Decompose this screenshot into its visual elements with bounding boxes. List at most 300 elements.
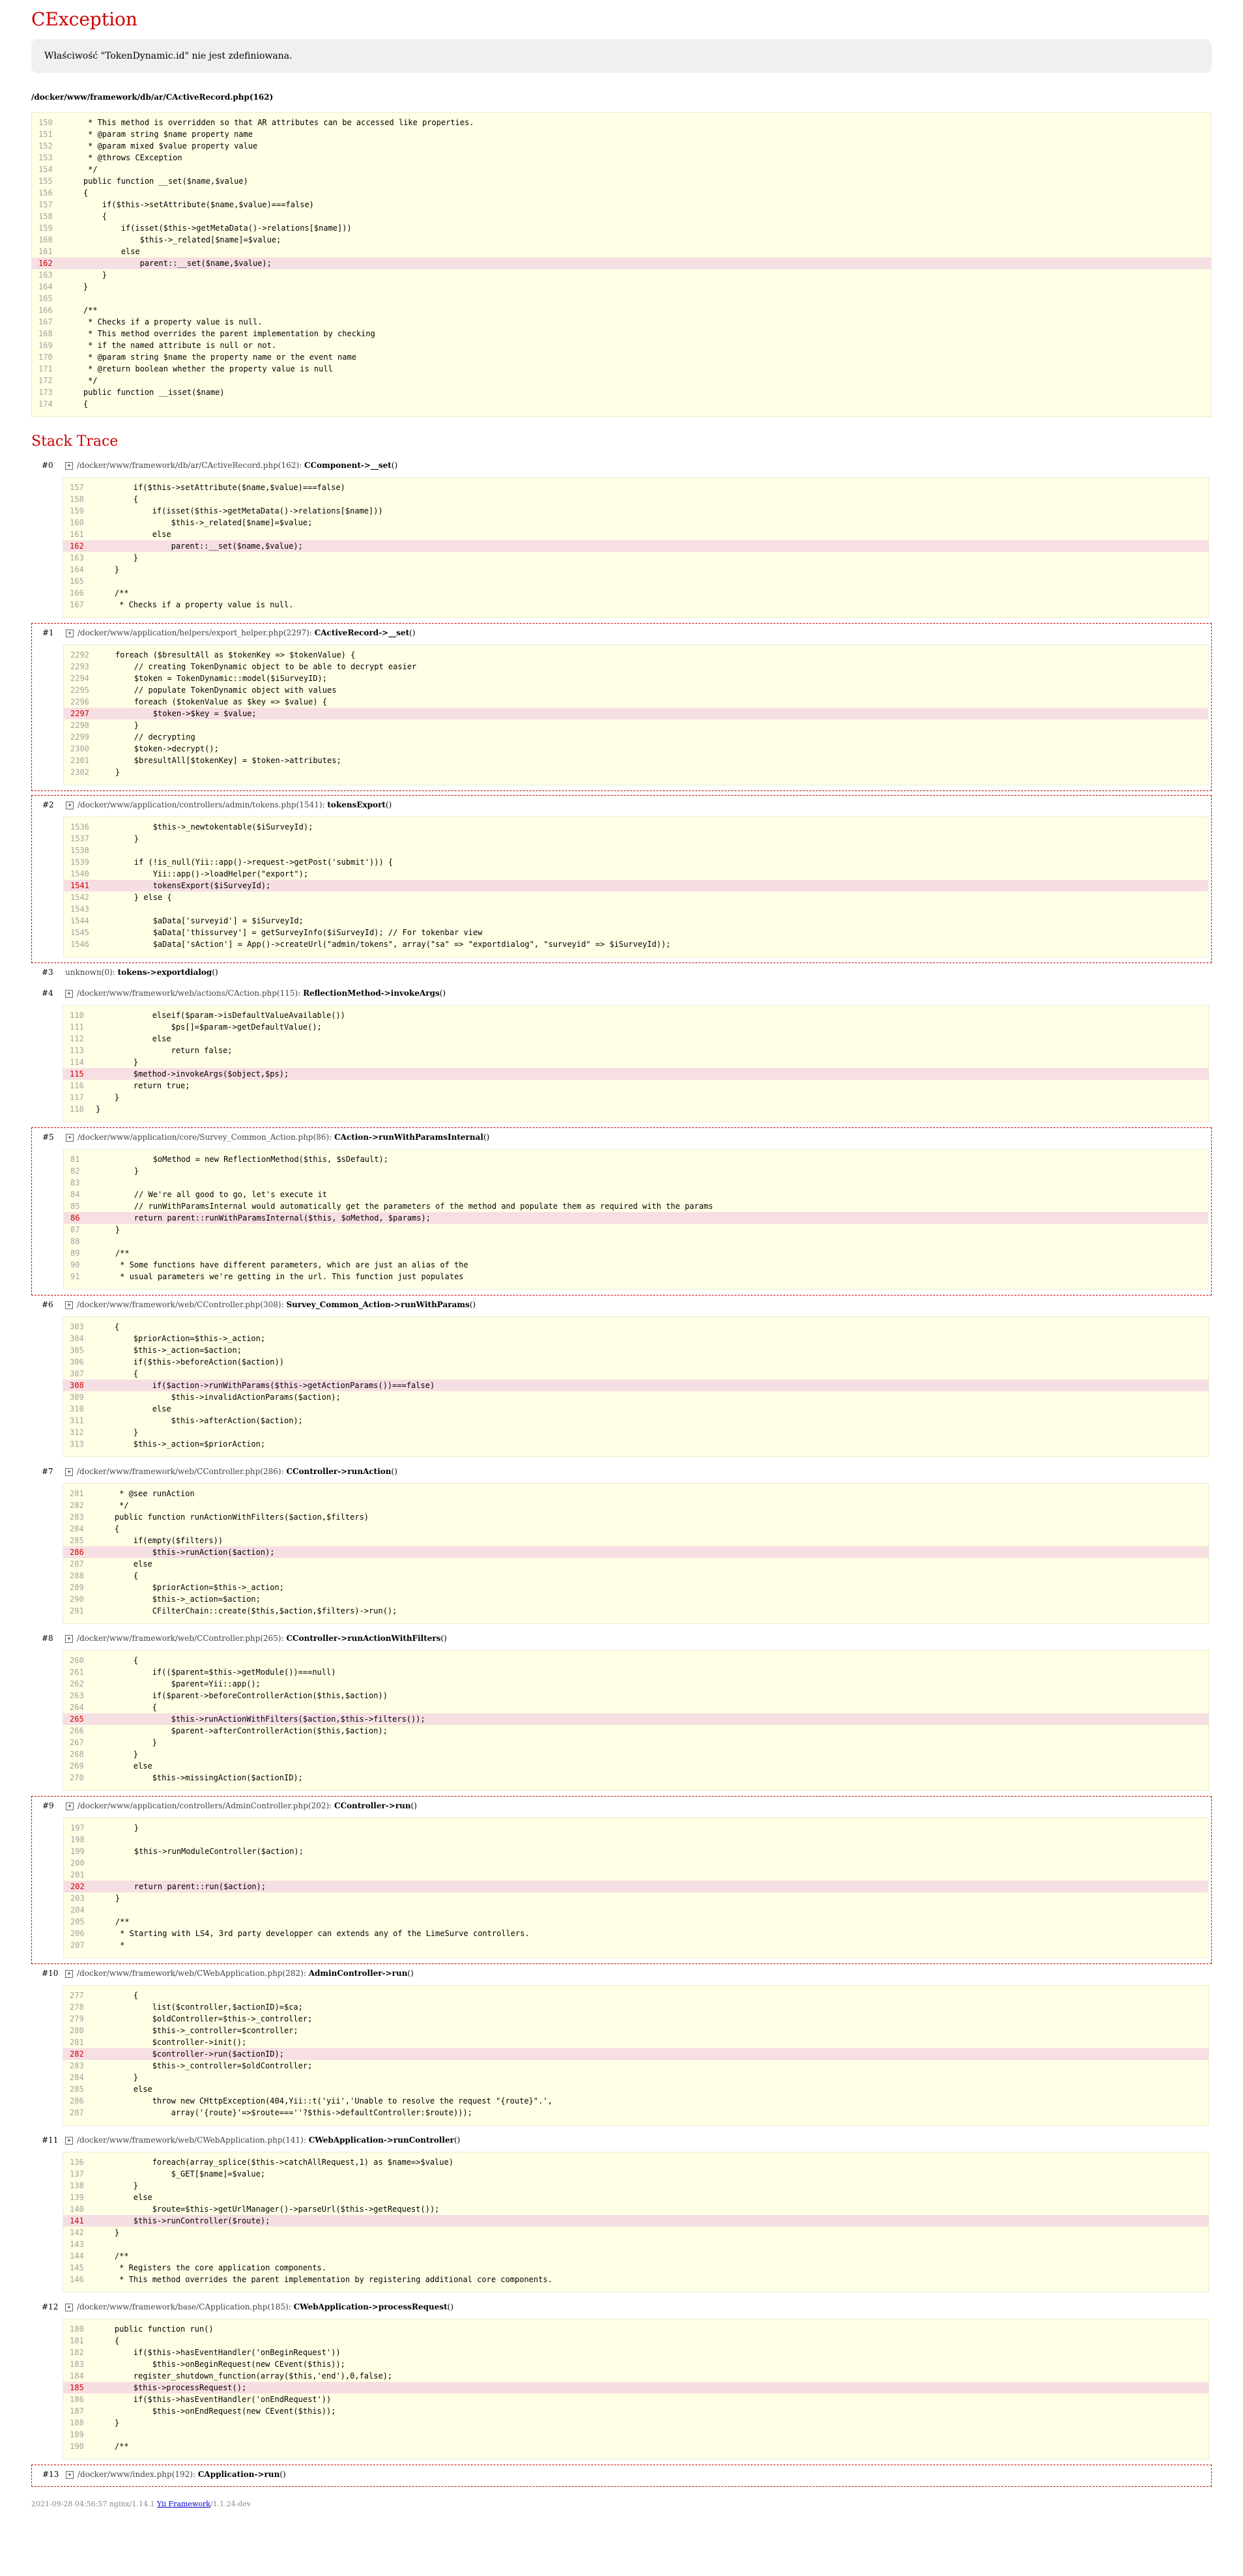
line-number: 139 <box>70 2193 84 2202</box>
code-text: $method->invokeArgs($object,$ps); <box>96 1069 289 1078</box>
code-text: } <box>96 1058 139 1067</box>
code-text: foreach ($bresultAll as $tokenKey => $tokenValue) { <box>96 650 356 659</box>
code-text: * @param string $name the property name or the event name <box>64 353 356 362</box>
code-text: * This method overrides the parent implementation by checking <box>64 329 375 338</box>
source-code-block <box>31 112 1212 417</box>
line-number: 162 <box>38 259 53 268</box>
line-number: 1541 <box>70 881 89 890</box>
stack-frame-header[interactable] <box>32 624 1211 642</box>
code-text: $this->afterAction($action); <box>96 1416 303 1425</box>
line-number: 286 <box>70 1548 84 1557</box>
frame-args: () <box>439 989 446 998</box>
frame-args: () <box>453 2135 461 2145</box>
line-number: 1543 <box>70 904 89 914</box>
code-text: } <box>64 282 89 291</box>
line-number: 2299 <box>70 732 89 742</box>
code-text: } <box>96 2181 139 2190</box>
expand-toggle-icon[interactable]: + <box>66 1134 74 1142</box>
code-text: /** <box>96 1249 130 1258</box>
line-number: 181 <box>70 2336 84 2345</box>
frame-code-block <box>63 1316 1209 1457</box>
line-number: 166 <box>70 588 84 598</box>
frame-call: CWebApplication->runController <box>308 2135 454 2145</box>
line-number: 116 <box>70 1081 84 1090</box>
code-line <box>32 281 1211 293</box>
code-text: { <box>64 188 89 197</box>
code-text: } <box>96 1093 120 1102</box>
line-number: 2295 <box>70 686 89 695</box>
line-number: 184 <box>70 2371 84 2381</box>
code-text: public function __set($name,$value) <box>64 177 248 186</box>
code-line <box>64 719 1208 731</box>
code-text: return false; <box>96 1046 233 1055</box>
code-text: if($this->hasEventHandler('onEndRequest')) <box>96 2395 332 2404</box>
code-text: } <box>96 2228 120 2237</box>
stack-frame <box>31 1462 1212 1624</box>
code-line <box>64 868 1208 880</box>
frame-file-path: /docker/www/framework/db/ar/CActiveRecord.php(162): <box>77 461 302 470</box>
line-number: 163 <box>70 553 84 562</box>
line-number: 205 <box>70 1917 85 1926</box>
line-number: 284 <box>70 1524 84 1533</box>
code-text: { <box>96 1322 120 1331</box>
stack-frame <box>31 1629 1212 1791</box>
code-line <box>64 1177 1208 1189</box>
stack-frame <box>31 1964 1212 2126</box>
line-number: 165 <box>70 577 84 586</box>
line-number: 113 <box>70 1046 84 1055</box>
code-text: } else { <box>96 893 172 902</box>
expand-toggle-icon[interactable]: + <box>65 462 73 470</box>
frame-code-block <box>63 477 1209 618</box>
expand-toggle-icon[interactable]: + <box>66 630 74 637</box>
stack-frame-header[interactable] <box>31 456 1212 474</box>
code-line <box>63 1356 1208 1368</box>
line-number: 167 <box>70 600 84 609</box>
line-number: 1537 <box>70 834 89 843</box>
expand-toggle-icon[interactable]: + <box>65 990 73 998</box>
stack-frame <box>31 2298 1212 2459</box>
line-number: 87 <box>70 1225 80 1234</box>
code-line <box>32 304 1211 316</box>
expand-toggle-icon[interactable]: + <box>65 1970 73 1978</box>
code-line <box>32 293 1211 304</box>
code-text: } <box>96 2073 139 2082</box>
frame-index: #11 <box>42 2135 59 2145</box>
code-line <box>63 2250 1208 2262</box>
expand-toggle-icon[interactable]: + <box>65 2304 73 2311</box>
code-line <box>64 845 1208 856</box>
stack-frame-header[interactable] <box>31 963 1212 981</box>
line-number: 313 <box>70 1440 84 1449</box>
code-text: { <box>96 1369 139 1378</box>
line-number: 164 <box>70 565 84 574</box>
code-text: if($action->runWithParams($this->getActionParams())===false) <box>96 1381 435 1390</box>
code-line <box>63 1344 1208 1356</box>
line-number: 204 <box>70 1905 85 1915</box>
frame-file-path: /docker/www/framework/web/CWebApplication.php(141): <box>77 2135 306 2145</box>
line-number: 111 <box>70 1022 84 1032</box>
line-number: 112 <box>70 1034 84 1043</box>
code-line <box>63 493 1208 505</box>
code-text: * if the named attribute is null or not. <box>64 341 277 350</box>
code-text: Yii::app()->loadHelper("export"); <box>96 869 309 878</box>
code-line <box>63 587 1208 599</box>
line-number: 308 <box>70 1381 84 1390</box>
code-text: // We're all good to go, let's execute it <box>96 1190 328 1199</box>
line-number: 143 <box>70 2240 84 2249</box>
frame-code-block <box>63 1005 1209 1122</box>
line-number: 117 <box>70 1093 84 1102</box>
expand-toggle-icon[interactable]: + <box>66 2471 74 2479</box>
line-number: 1544 <box>70 916 89 925</box>
code-text: else <box>96 530 171 539</box>
code-line <box>64 1247 1208 1259</box>
frame-call: Survey_Common_Action->runWithParams <box>286 1300 470 1309</box>
code-line <box>63 1558 1208 1570</box>
code-text: if($this->hasEventHandler('onBeginRequest')) <box>96 2348 341 2357</box>
code-line <box>64 1939 1208 1951</box>
line-number: 161 <box>70 530 84 539</box>
stack-frame <box>31 963 1212 984</box>
code-text: $parent->afterControllerAction($this,$action); <box>96 1726 388 1735</box>
line-number: 291 <box>70 1606 84 1615</box>
line-number: 2298 <box>70 721 89 730</box>
code-line <box>63 1737 1208 1748</box>
stack-frame <box>31 1796 1212 1964</box>
line-number: 86 <box>70 1213 80 1223</box>
error-code-line <box>63 1380 1208 1391</box>
code-line <box>64 1189 1208 1200</box>
line-number: 1536 <box>70 822 89 832</box>
yii-framework-link[interactable]: Yii Framework <box>156 2500 210 2508</box>
line-number: 207 <box>70 1941 85 1950</box>
code-line <box>32 222 1211 234</box>
line-number: 268 <box>70 1750 84 1759</box>
frame-args: () <box>469 1300 476 1309</box>
stack-frame-header[interactable] <box>31 1295 1212 1314</box>
expand-toggle-icon[interactable]: + <box>65 1468 73 1476</box>
stack-frame-header[interactable] <box>31 1462 1212 1481</box>
frame-args: () <box>440 1634 447 1643</box>
code-line <box>64 755 1208 766</box>
code-line <box>63 1045 1208 1056</box>
code-text: else <box>96 1404 171 1413</box>
code-line <box>64 731 1208 743</box>
code-text: { <box>96 1703 157 1712</box>
code-line <box>63 1321 1208 1333</box>
source-file-path: /docker/www/framework/db/ar/CActiveRecord.php(162) <box>31 93 274 102</box>
stack-frame-header[interactable] <box>32 1128 1211 1146</box>
code-text: return parent::runWithParamsInternal($this, $oMethod, $params); <box>96 1213 431 1223</box>
line-number: 153 <box>38 153 53 162</box>
expand-toggle-icon[interactable]: + <box>66 1802 74 1810</box>
code-text: if(empty($filters)) <box>96 1536 223 1545</box>
code-text: $this->onBeginRequest(new CEvent($this)); <box>96 2360 345 2369</box>
code-line <box>63 1701 1208 1713</box>
line-number: 286 <box>70 2096 84 2106</box>
line-number: 188 <box>70 2418 84 2427</box>
stack-frame-header[interactable] <box>31 2131 1212 2149</box>
code-line <box>63 2072 1208 2083</box>
frame-file-path: /docker/www/framework/web/actions/CAction.php(115): <box>77 989 301 998</box>
code-line <box>63 2440 1208 2452</box>
frame-file-path: /docker/www/framework/web/CController.php(308): <box>77 1300 284 1309</box>
code-line <box>64 1892 1208 1904</box>
frame-code-block <box>63 1650 1209 1791</box>
line-number: 157 <box>38 200 53 209</box>
code-line <box>64 1857 1208 1869</box>
code-text: $parent=Yii::app(); <box>96 1679 261 1688</box>
code-line <box>63 2227 1208 2238</box>
code-line <box>63 482 1208 493</box>
code-text: // runWithParamsInternal would automatically get the parameters of the method and populate them as required with the params <box>96 1202 713 1211</box>
code-line <box>32 140 1211 152</box>
code-line <box>32 164 1211 175</box>
line-number: 260 <box>70 1656 84 1665</box>
code-line <box>63 1021 1208 1033</box>
code-text: $this->_controller=$controller; <box>96 2026 298 2035</box>
line-number: 285 <box>70 1536 84 1545</box>
code-line <box>32 117 1211 128</box>
stack-frame <box>31 795 1212 963</box>
code-text: * @throws CException <box>64 153 182 162</box>
code-text: /** <box>96 2251 129 2261</box>
code-line <box>32 210 1211 222</box>
stack-frame-header[interactable] <box>32 796 1211 814</box>
error-code-line <box>63 1068 1208 1080</box>
stack-frame <box>31 2465 1212 2487</box>
code-text: if($parent->beforeControllerAction($this,$action)) <box>96 1691 388 1700</box>
code-text: /** <box>96 2442 129 2451</box>
expand-toggle-icon[interactable]: + <box>66 802 74 809</box>
code-text: */ <box>96 1501 129 1510</box>
code-line <box>63 2060 1208 2072</box>
code-text: { <box>64 212 107 221</box>
code-text: /** <box>96 588 129 598</box>
code-line <box>63 2180 1208 2192</box>
code-text: foreach(array_splice($this->catchAllRequest,1) as $name=>$value) <box>96 2158 454 2167</box>
line-number: 169 <box>38 341 53 350</box>
line-number: 283 <box>70 2061 84 2070</box>
line-number: 267 <box>70 1738 84 1747</box>
code-line <box>32 340 1211 351</box>
line-number: 2301 <box>70 756 89 765</box>
code-text: $priorAction=$this->_action; <box>96 1583 284 1592</box>
line-number: 170 <box>38 353 53 362</box>
code-text: { <box>96 2336 120 2345</box>
frame-call: ReflectionMethod->invokeArgs <box>303 989 440 998</box>
code-line <box>64 1928 1208 1939</box>
line-number: 2292 <box>70 650 89 659</box>
code-line <box>64 1259 1208 1271</box>
frame-args: () <box>410 1801 417 1810</box>
code-line <box>32 398 1211 410</box>
error-code-line <box>63 2048 1208 2060</box>
line-number: 88 <box>70 1237 80 1246</box>
code-text: return parent::run($action); <box>96 1882 266 1891</box>
line-number: 305 <box>70 1346 84 1355</box>
stack-frame-header[interactable] <box>32 1797 1211 1815</box>
code-text: * @return boolean whether the property value is null <box>64 364 333 373</box>
expand-toggle-icon[interactable]: + <box>65 1301 73 1309</box>
code-text: $this->runController($route); <box>96 2216 270 2225</box>
code-line <box>63 2192 1208 2203</box>
code-line <box>32 175 1211 187</box>
line-number: 84 <box>70 1190 80 1199</box>
stack-frame-header[interactable] <box>31 1629 1212 1647</box>
line-number: 151 <box>38 130 53 139</box>
line-number: 138 <box>70 2181 84 2190</box>
code-line <box>32 199 1211 210</box>
code-text: $this->processRequest(); <box>96 2383 247 2392</box>
frame-file-path: /docker/www/framework/base/CApplication.php(185): <box>77 2302 291 2311</box>
code-text: // populate TokenDynamic object with values <box>96 686 337 695</box>
frame-code-block <box>63 1149 1208 1290</box>
footer <box>31 2498 1212 2510</box>
code-line <box>64 1271 1208 1282</box>
code-line <box>64 1845 1208 1857</box>
code-line <box>63 2358 1208 2370</box>
code-text: array('{route}'=>$route===''?$this->defaultController:$route))); <box>96 2108 472 2117</box>
code-line <box>63 1678 1208 1690</box>
frame-call: tokens->exportdialog <box>117 968 212 977</box>
code-line <box>64 1916 1208 1928</box>
frame-args: () <box>447 2302 454 2311</box>
code-line <box>63 1593 1208 1605</box>
code-line <box>63 2347 1208 2358</box>
frame-index: #8 <box>42 1634 53 1643</box>
line-number: 160 <box>38 235 53 244</box>
code-text: else <box>64 247 140 256</box>
line-number: 270 <box>70 1773 84 1782</box>
line-number: 141 <box>70 2216 84 2225</box>
expand-toggle-icon[interactable]: + <box>65 1635 73 1643</box>
code-line <box>64 821 1208 833</box>
line-number: 304 <box>70 1334 84 1343</box>
code-line <box>32 187 1211 199</box>
line-number: 172 <box>38 376 53 385</box>
code-line <box>63 1033 1208 1045</box>
code-line <box>63 2429 1208 2440</box>
code-text: foreach ($tokenValue as $key => $value) { <box>96 697 328 706</box>
code-line <box>63 2238 1208 2250</box>
code-line <box>63 1570 1208 1582</box>
frame-call: CController->runActionWithFilters <box>286 1634 441 1643</box>
code-line <box>63 2156 1208 2168</box>
code-line <box>63 1990 1208 2001</box>
error-code-line <box>64 1212 1208 1224</box>
frame-index: #13 <box>42 2470 59 2479</box>
frame-code-block <box>63 2152 1209 2293</box>
code-line <box>64 766 1208 778</box>
error-code-line <box>63 540 1208 552</box>
code-line <box>64 649 1208 661</box>
frame-code-block <box>63 1483 1209 1624</box>
stack-frame <box>31 2131 1212 2293</box>
code-text: public function run() <box>96 2324 214 2334</box>
line-number: 306 <box>70 1357 84 1367</box>
code-line <box>63 2335 1208 2347</box>
error-code-line <box>63 2215 1208 2227</box>
footer-text: 2021-09-28 04:56:57 nginx/1.14.1 <box>31 2500 157 2508</box>
code-text: } <box>96 1225 121 1234</box>
code-line <box>32 234 1211 246</box>
line-number: 279 <box>70 2014 84 2023</box>
line-number: 312 <box>70 1428 84 1437</box>
code-text: * usual parameters we're getting in the url. This function just populates <box>96 1272 464 1281</box>
line-number: 110 <box>70 1011 84 1020</box>
code-text: tokensExport($iSurveyId); <box>96 881 271 890</box>
line-number: 203 <box>70 1894 85 1903</box>
stack-frame-header[interactable] <box>31 984 1212 1002</box>
line-number: 200 <box>70 1859 85 1868</box>
code-line <box>63 1655 1208 1666</box>
line-number: 263 <box>70 1691 84 1700</box>
code-line <box>63 1103 1208 1115</box>
frame-index: #1 <box>42 628 54 637</box>
code-line <box>64 1165 1208 1177</box>
line-number: 171 <box>38 364 53 373</box>
line-number: 2302 <box>70 768 89 777</box>
code-line <box>63 2394 1208 2405</box>
line-number: 159 <box>38 224 53 233</box>
code-text: else <box>96 1761 152 1771</box>
code-line <box>63 505 1208 517</box>
code-text: parent::__set($name,$value); <box>96 542 303 551</box>
frame-file-path: /docker/www/application/controllers/AdminController.php(202): <box>78 1801 332 1810</box>
code-line <box>63 2107 1208 2119</box>
code-text: $token->$key = $value; <box>96 709 257 718</box>
code-text: $this->missingAction($actionID); <box>96 1773 303 1782</box>
stack-frame-header[interactable] <box>31 1964 1212 1982</box>
line-number: 140 <box>70 2205 84 2214</box>
code-text: $oMethod = new ReflectionMethod($this, $sDefault); <box>96 1155 388 1164</box>
line-number: 303 <box>70 1322 84 1331</box>
error-code-line <box>63 1713 1208 1725</box>
code-line <box>64 927 1208 938</box>
stack-frame-header[interactable] <box>31 2298 1212 2316</box>
frame-args: () <box>385 800 392 809</box>
line-number: 264 <box>70 1703 84 1712</box>
code-text: * @see runAction <box>96 1489 195 1498</box>
code-line <box>63 1391 1208 1403</box>
code-line <box>63 2274 1208 2285</box>
line-number: 174 <box>38 399 53 409</box>
code-text: } <box>96 834 139 843</box>
code-text: $this->invalidActionParams($action); <box>96 1393 341 1402</box>
code-text: else <box>96 2085 152 2094</box>
line-number: 158 <box>70 495 84 504</box>
code-text: * <box>96 1941 125 1950</box>
code-text: $token->decrypt(); <box>96 744 219 753</box>
code-line <box>63 1582 1208 1593</box>
line-number: 2296 <box>70 697 89 706</box>
stack-frame-header[interactable] <box>32 2465 1211 2483</box>
line-number: 198 <box>70 1835 85 1844</box>
code-text: * This method overrides the parent implementation by registering additional core components. <box>96 2275 552 2284</box>
code-text: $this->_related[$name]=$value; <box>96 518 313 527</box>
code-line <box>63 1666 1208 1678</box>
code-line <box>63 1403 1208 1415</box>
line-number: 144 <box>70 2251 84 2261</box>
expand-toggle-icon[interactable]: + <box>65 2137 73 2145</box>
code-line <box>64 1834 1208 1845</box>
line-number: 159 <box>70 506 84 515</box>
line-number: 281 <box>70 1489 84 1498</box>
line-number: 162 <box>70 542 84 551</box>
frame-call: tokensExport <box>327 800 386 809</box>
